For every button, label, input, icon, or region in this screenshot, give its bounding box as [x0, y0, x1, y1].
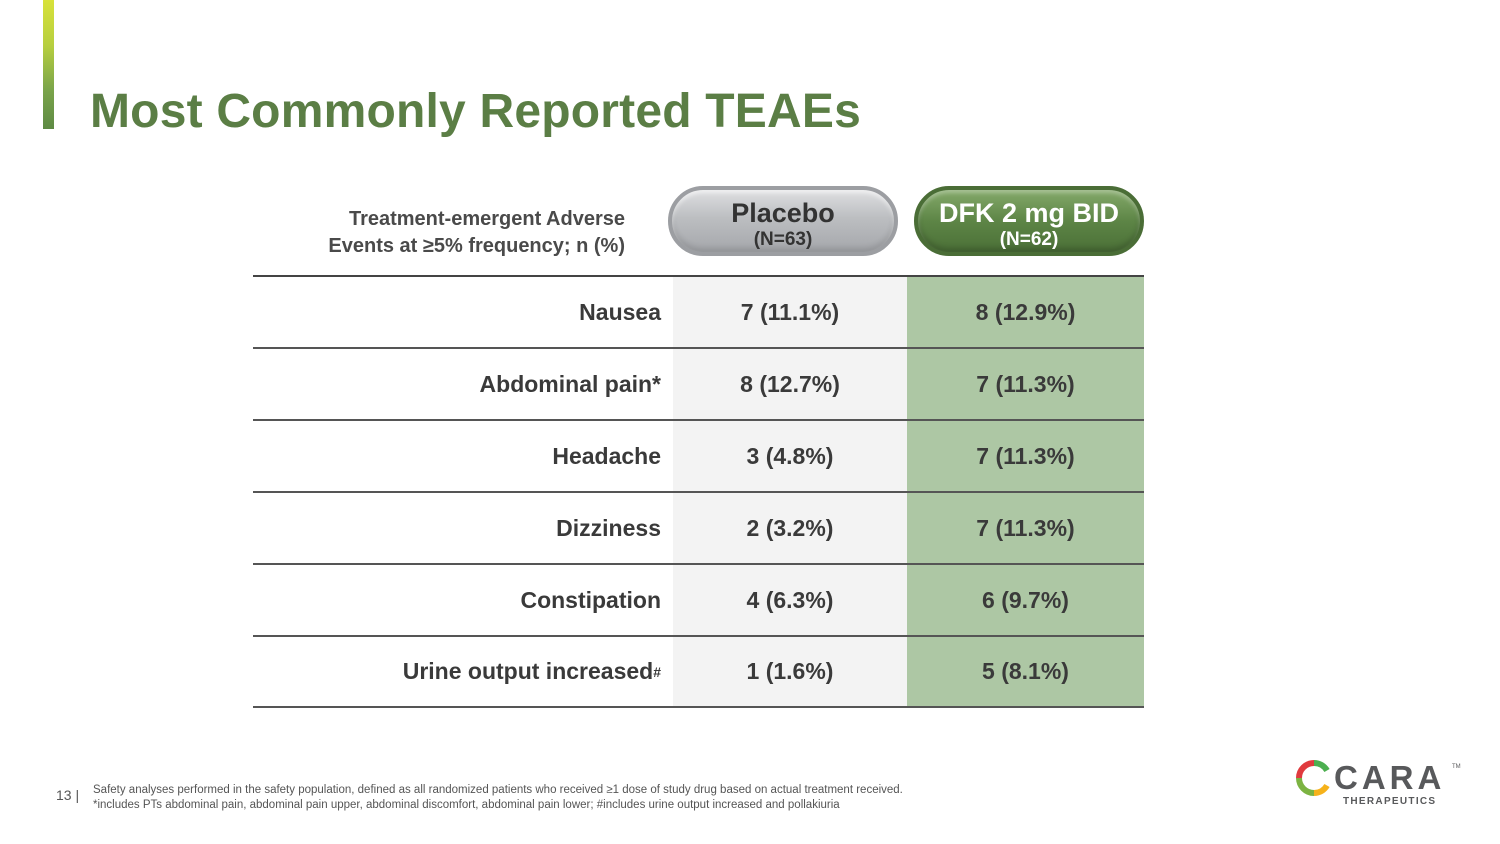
- placebo-cell: 8 (12.7%): [673, 349, 907, 419]
- dfk-cell: 6 (9.7%): [907, 565, 1144, 635]
- row-label-text: Dizziness: [556, 514, 661, 541]
- placebo-column-header: [668, 186, 898, 256]
- placebo-cell: 1 (1.6%): [673, 637, 907, 706]
- table-row: [253, 349, 1144, 421]
- logo-trademark: TM: [1452, 764, 1461, 770]
- row-label-text: Nausea: [579, 298, 661, 325]
- placebo-n: (N=63): [753, 229, 813, 250]
- logo-subtitle: THERAPEUTICS: [1343, 796, 1437, 807]
- row-label: [253, 349, 673, 419]
- placebo-cell: 2 (3.2%): [673, 493, 907, 563]
- slide-title: Most Commonly Reported TEAEs: [90, 85, 861, 138]
- cara-c-logo-icon: [1296, 760, 1332, 796]
- table-header-label: [253, 206, 625, 260]
- dfk-cell: 7 (11.3%): [907, 493, 1144, 563]
- table-row: [253, 637, 1144, 708]
- placebo-cell: 4 (6.3%): [673, 565, 907, 635]
- row-label: [253, 565, 673, 635]
- table-row: [253, 493, 1144, 565]
- header-label-line1: Treatment-emergent Adverse: [348, 208, 625, 230]
- dfk-cell: 5 (8.1%): [907, 637, 1144, 706]
- dfk-n: (N=62): [999, 229, 1059, 250]
- dfk-label: DFK 2 mg BID: [938, 198, 1119, 228]
- title-accent-bar: [43, 0, 54, 129]
- row-label-text: Abdominal pain*: [479, 370, 661, 397]
- row-label-text: Headache: [552, 442, 661, 469]
- dfk-cell: 7 (11.3%): [907, 349, 1144, 419]
- footnote-line2: *includes PTs abdominal pain, abdominal pain upper, abdominal discomfort, abdominal pain lower; #includes urine output increased and pollakiuria: [93, 799, 840, 811]
- logo-wordmark: CARA: [1334, 759, 1446, 796]
- footnotes: [93, 783, 903, 813]
- cara-logo: [1296, 760, 1466, 810]
- page-number: 13 |: [56, 787, 80, 803]
- table-row: [253, 277, 1144, 349]
- row-label: [253, 493, 673, 563]
- table-row: [253, 421, 1144, 493]
- footnote-line1: Safety analyses performed in the safety population, defined as all randomized patients who received ≥1 dose of study drug based on actual treatment received.: [93, 784, 903, 796]
- row-label: [253, 277, 673, 347]
- placebo-label: Placebo: [731, 198, 835, 228]
- row-label-text: Constipation: [520, 586, 661, 613]
- header-label-line2: Events at ≥5% frequency; n (%): [328, 235, 625, 257]
- row-label: [253, 421, 673, 491]
- placebo-cell: 3 (4.8%): [673, 421, 907, 491]
- dfk-cell: 7 (11.3%): [907, 421, 1144, 491]
- row-label: Urine output increased #: [253, 637, 673, 706]
- placebo-cell: 7 (11.1%): [673, 277, 907, 347]
- table-row: [253, 565, 1144, 637]
- dfk-cell: 8 (12.9%): [907, 277, 1144, 347]
- row-label-text: Urine output increased: [402, 658, 654, 684]
- adverse-events-table: [253, 275, 1144, 708]
- dfk-column-header: [914, 186, 1144, 256]
